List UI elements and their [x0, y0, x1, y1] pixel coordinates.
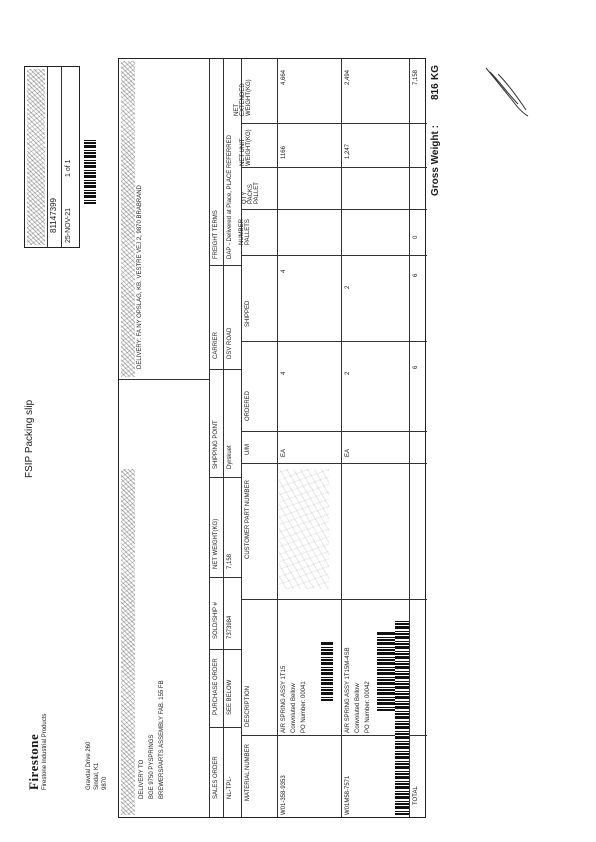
col-unit-weight: NET UNIT WEIGHT(KG): [240, 129, 252, 166]
slip-barcode: [84, 140, 96, 204]
col-ordered: ORDERED: [245, 390, 251, 421]
row-shipped: 2: [345, 285, 351, 289]
row-uom: EA: [345, 448, 351, 457]
col-material: MATERIAL NUMBER: [245, 743, 251, 801]
row-desc2: Convoluted Bellow: [291, 683, 297, 733]
row-ext-weight: 4,664: [281, 69, 287, 85]
company-tagline: Firestone Industrial Products: [42, 713, 48, 790]
company-logo: Firestone: [26, 733, 41, 790]
packing-table: [118, 58, 426, 818]
bill-to-noise: [121, 469, 135, 815]
value-carrier: DSV ROAD: [227, 327, 233, 359]
row-specks: [279, 469, 329, 589]
slip-page: 1 of 1: [65, 159, 72, 177]
ship-to-block: DELIVERY: FA NY OPSLAG, KB. VESTRE VEJ 2, 9870 BRABRAND: [137, 185, 143, 369]
value-net-weight: 7,158: [227, 553, 233, 569]
bill-to-line2: BGE 9750 PYSPRINGS: [149, 734, 155, 799]
label-shipping-point: SHIPPING POINT: [213, 420, 219, 469]
company-address-line1: Gravdal Drive 260: [86, 741, 92, 790]
col-customer-part: CUSTOMER PART NUMBER: [245, 480, 251, 559]
row-ext-weight: 2,494: [345, 69, 351, 85]
row-pallets: 4: [281, 269, 287, 273]
col-uom: U/M: [245, 444, 251, 455]
label-purchase-order: PURCHASE ORDER: [213, 658, 219, 715]
row-unit-weight: 1166: [281, 146, 287, 159]
value-purchase-order: SEE BELOW: [227, 679, 233, 715]
slip-date: 25-NOV-21: [65, 207, 72, 243]
row-barcode: [321, 641, 333, 701]
col-description: DESCRIPTION: [245, 685, 251, 727]
slip-number-box: [24, 66, 80, 248]
col-shipped: SHIPPED: [245, 300, 251, 327]
row-material: W01M58-7571: [345, 775, 351, 815]
gross-weight-label: Gross Weight :: [430, 125, 441, 196]
company-address-line2: Sindal, K1: [94, 762, 100, 790]
row-unit-weight: 1,247: [345, 143, 351, 159]
row-desc3: PO Number: 00041: [301, 681, 307, 733]
bottom-barcode: [395, 619, 409, 815]
row-uom: EA: [281, 448, 287, 457]
row-ordered: 4: [281, 371, 287, 375]
value-delivery-no: 7373984: [227, 615, 233, 639]
value-sales-order: NL-TPL-: [227, 776, 233, 799]
slip-number: 81147399: [49, 198, 58, 233]
col-pallets: NUMBER PALLETS: [239, 218, 251, 245]
col-ext-weight: NET EXTENDED WEIGHT(KG): [234, 79, 252, 116]
value-shipping-point: Dyrskuet: [227, 445, 233, 469]
company-address-line3: 9870: [102, 776, 108, 790]
total-pallets: 0: [413, 235, 419, 239]
row-ordered: 2: [345, 371, 351, 375]
bill-to-line3: BREWERSPARTS ASSEMBLY FAB. 155 FB: [159, 680, 165, 799]
signature: [478, 60, 538, 120]
total-ordered: 6: [413, 365, 419, 369]
row-desc1: AIR SPRING ASSY 1T15M-4SB: [345, 647, 351, 733]
gross-weight-value: 816: [430, 83, 441, 100]
ship-to-noise: [121, 61, 135, 377]
slip-header-noise: [27, 69, 45, 245]
gross-weight-unit: KG: [430, 65, 441, 80]
label-sales-order: SALES ORDER: [213, 756, 219, 799]
label-delivery-no: SOLD/SHIP #: [213, 602, 219, 639]
label-freight-terms: FREIGHT TERMS: [213, 210, 219, 259]
col-qty-per-pallet: QTY PACKS PALLET: [242, 182, 260, 204]
row-material: W01-358-9353: [281, 775, 287, 815]
page-title: FSIP Packing slip: [24, 399, 35, 478]
total-ext-weight: 7,158: [413, 69, 419, 85]
total-shipped: 6: [413, 273, 419, 277]
row-desc1: AIR SPRING ASSY 1T15: [281, 665, 287, 733]
row-desc3: PO Number: 00042: [365, 681, 371, 733]
bill-to-line1: DELIVERY TO: [139, 759, 145, 799]
row-desc2: Convoluted Bellow: [355, 683, 361, 733]
value-freight-terms: DAP - Delivered at Place, PLACE REFERRED: [227, 135, 233, 259]
label-carrier: CARRIER: [213, 331, 219, 359]
label-net-weight: NET WEIGHT(KG): [213, 518, 219, 569]
total-label: TOTAL: [413, 786, 419, 805]
